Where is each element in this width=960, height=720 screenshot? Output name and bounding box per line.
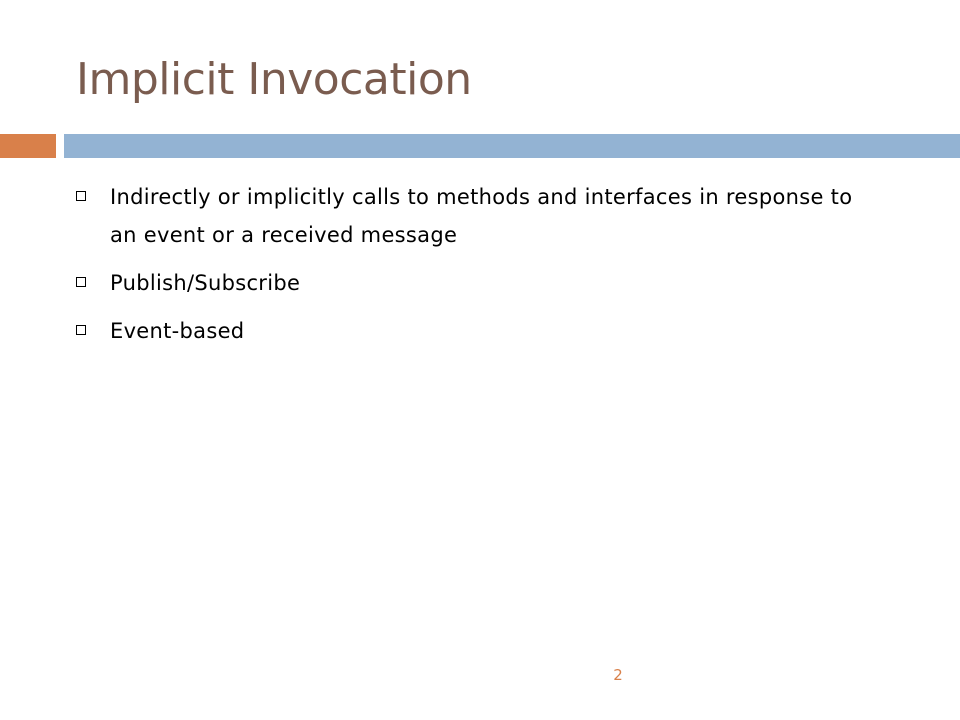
bullet-text: Publish/Subscribe	[110, 271, 301, 295]
bullet-item	[76, 312, 876, 350]
accent-bar-orange	[0, 134, 56, 158]
bullet-item	[76, 178, 876, 254]
hollow-square-bullet-icon	[76, 325, 86, 335]
slide-title: Implicit Invocation	[76, 54, 472, 105]
hollow-square-bullet-icon	[76, 277, 86, 287]
accent-bar-blue	[64, 134, 960, 158]
bullet-list	[76, 178, 876, 360]
bullet-text: Event-based	[110, 319, 245, 343]
bullet-item	[76, 264, 876, 302]
hollow-square-bullet-icon	[76, 191, 86, 201]
page-number: 2	[613, 666, 623, 684]
bullet-text: Indirectly or implicitly calls to methods and interfaces in response to an event or a received message	[110, 185, 853, 247]
